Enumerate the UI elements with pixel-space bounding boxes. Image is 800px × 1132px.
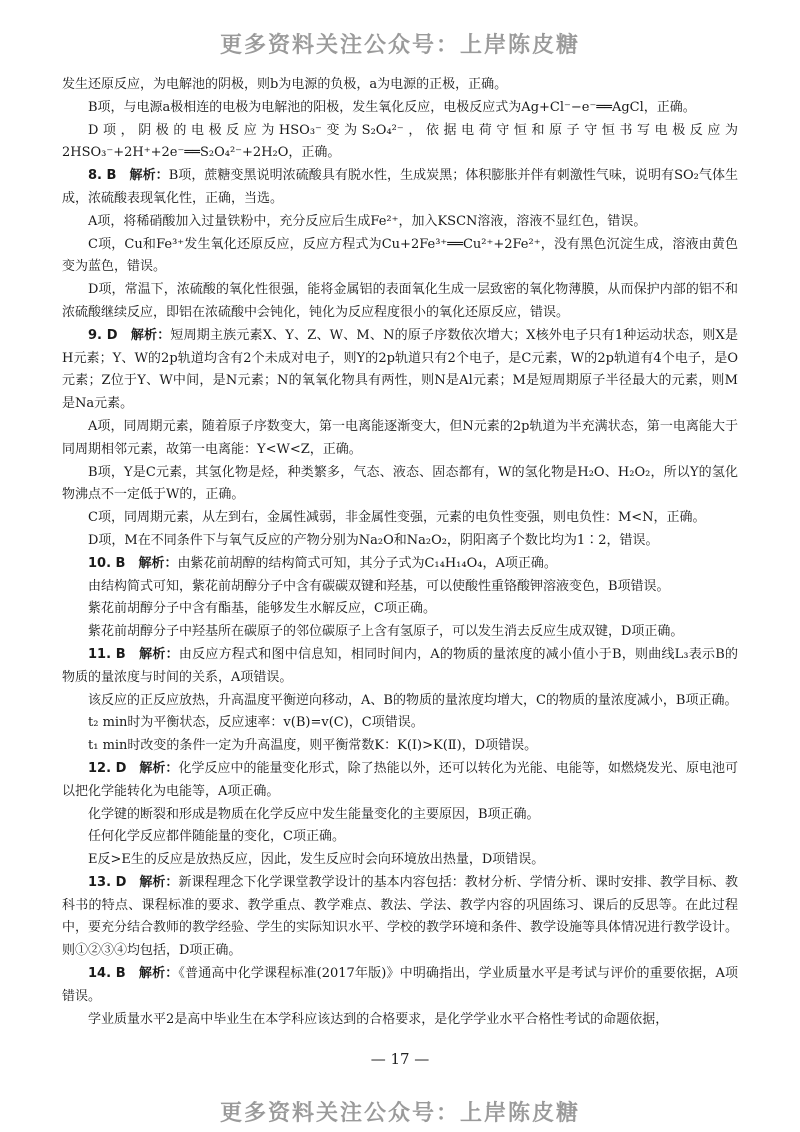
answer-paragraph	[62, 712, 738, 735]
paragraph-text: 由反应方程式和图中信息知，相同时间内，A的物质的量浓度的减小值小于B，则曲线L₃表示B的物质的量浓度与时间的关系，A项错误。	[62, 646, 739, 685]
answer-paragraph	[62, 507, 738, 530]
answer-paragraph	[62, 621, 738, 644]
paragraph-text: B项，Y是C元素，其氢化物是烃，种类繁多，气态、液态、固态都有，W的氢化物是H₂O、H₂O₂，所以Y的氢化物沸点不一定低于W的，正确。	[62, 464, 738, 503]
paragraph-text: 化学反应中的能量变化形式，除了热能以外，还可以转化为光能、电能等，如燃烧发光、原电池可以把化学能转化为电能等，A项正确。	[62, 760, 738, 799]
answer-paragraph	[62, 963, 738, 1009]
answer-text-body	[62, 74, 738, 1031]
answer-paragraph	[62, 758, 738, 804]
answer-paragraph	[62, 279, 738, 325]
paragraph-text: D项，常温下，浓硫酸的氧化性很强，能将金属铝的表面氧化生成一层致密的氧化物薄膜，从而保护内部的铝不和浓硫酸继续反应，即铝在浓硫酸中会钝化，钝化为反应程度很小的氧化还原反应，错误。	[62, 282, 738, 320]
answer-paragraph	[62, 1009, 738, 1032]
paragraph-text: A项，将稀硝酸加入过量铁粉中，充分反应后生成Fe²⁺，加入KSCN溶液，溶液不显红色，错误。	[88, 213, 647, 229]
paragraph-text: 新课程理念下化学课堂教学设计的基本内容包括：教材分析、学情分析、课时安排、教学目标、教科书的特点、课程标准的要求、教学重点、教学难点、教法、学法、教学内容的巩固练习、课后的反思等。在此过程中，要充分结合教师的教学经验、学生的实际知识水平、学校的教学环境和条件、教学设施等具体情况进行教学设计。则①②③④均包括，D项正确。	[62, 874, 739, 959]
answer-paragraph	[62, 872, 738, 963]
answer-label: 14. B 解析：	[88, 966, 179, 982]
answer-paragraph	[62, 211, 738, 234]
paragraph-text: t₁ min时改变的条件一定为升高温度，则平衡常数K：K(Ⅰ)>K(Ⅱ)，D项错误。	[88, 738, 538, 754]
watermark-bottom: 更多资料关注公众号：上岸陈皮糖	[219, 1101, 580, 1126]
answer-paragraph	[62, 165, 738, 211]
paragraph-text: 该反应的正反应放热，升高温度平衡逆向移动，A、B的物质的量浓度均增大，C的物质的量浓度减小，B项正确。	[88, 692, 738, 708]
answer-label: 10. B 解析：	[88, 555, 178, 571]
answer-paragraph	[62, 97, 738, 120]
watermark-top: 更多资料关注公众号：上岸陈皮糖	[219, 33, 580, 58]
answer-paragraph	[62, 576, 738, 599]
paragraph-text: 紫花前胡醇分子中含有酯基，能够发生水解反应，C项正确。	[88, 601, 436, 617]
paragraph-text: E反>E生的反应是放热反应，因此，发生反应时会向环境放出热量，D项错误。	[88, 852, 545, 868]
answer-label: 9. D 解析：	[88, 327, 171, 343]
paragraph-text: 任何化学反应都伴随能量的变化，C项正确。	[88, 829, 345, 845]
paragraph-text: C项，Cu和Fe³⁺发生氧化还原反应，反应方程式为Cu+2Fe³⁺══Cu²⁺+2Fe²⁺，没有黑色沉淀生成，溶液由黄色变为蓝色，错误。	[62, 236, 738, 275]
paragraph-text: 《普通高中化学课程标准(2017年版)》中明确指出，学业质量水平是考试与评价的重要依据，A项错误。	[62, 966, 738, 1004]
paragraph-text: 紫花前胡醇分子中羟基所在碳原子的邻位碳原子上含有氢原子，可以发生消去反应生成双键，D项正确。	[88, 624, 684, 640]
answer-paragraph	[62, 804, 738, 827]
answer-label: 12. D 解析：	[88, 760, 179, 776]
answer-paragraph	[62, 598, 738, 621]
answer-paragraph	[62, 735, 738, 758]
paragraph-text: B项，与电源a极相连的电极为电解池的阳极，发生氧化反应，电极反应式为Ag+Cl⁻−e⁻══AgCl，正确。	[88, 99, 696, 115]
answer-paragraph	[62, 74, 738, 97]
answer-paragraph	[62, 690, 738, 713]
paragraph-text: 短周期主族元素X、Y、Z、W、M、N的原子序数依次增大；X核外电子只有1种运动状态，则X是H元素；Y、W的2p轨道均含有2个未成对电子，则Y的2p轨道只有2个电子，是C元素，W的2p轨道有4个电子，是O元素；Z位于Y、W中间，是N元素；N的氧氧化物具有两性，则N是Al元素；M是短周期原子半径最大的元素，则M是Na元素。	[62, 327, 738, 412]
paragraph-text: t₂ min时为平衡状态，反应速率：v(B)=v(C)，C项错误。	[88, 715, 424, 731]
answer-label: 11. B 解析：	[88, 646, 179, 662]
paragraph-text: 由紫花前胡醇的结构简式可知，其分子式为C₁₄H₁₄O₄，A项正确。	[177, 555, 557, 571]
paragraph-text: C项，同周期元素，从左到右，金属性减弱，非金属性变强，元素的电负性变强，则电负性：M<N，正确。	[88, 510, 706, 526]
paragraph-text: D项，M在不同条件下与氧气反应的产物分别为Na₂O和Na₂O₂，阴阳离子个数比均为1∶2，错误。	[88, 532, 659, 548]
paragraph-text: 学业质量水平2是高中毕业生在本学科应该达到的合格要求，是化学学业水平合格性考试的命题依据，	[88, 1011, 669, 1027]
answer-paragraph	[62, 462, 738, 508]
answer-paragraph	[62, 120, 738, 166]
page-number: — 17 —	[370, 1050, 430, 1068]
answer-paragraph	[62, 644, 738, 690]
answer-label: 13. D 解析：	[88, 874, 179, 890]
answer-paragraph	[62, 826, 738, 849]
answer-paragraph	[62, 416, 738, 462]
paragraph-text: 由结构简式可知，紫花前胡醇分子中含有碳碳双键和羟基，可以使酸性重铬酸钾溶液变色，B项错误。	[88, 578, 670, 594]
answer-paragraph	[62, 325, 738, 416]
answer-label: 8. B 解析：	[88, 168, 169, 184]
answer-paragraph	[62, 530, 738, 553]
paragraph-text: D项，阴极的电极反应为HSO₃⁻变为S₂O₄²⁻，依据电荷守恒和原子守恒书写电极反应为2HSO₃⁻+2H⁺+2e⁻══S₂O₄²⁻+2H₂O，正确。	[62, 122, 738, 161]
answer-paragraph	[62, 234, 738, 280]
paragraph-text: 化学键的断裂和形成是物质在化学反应中发生能量变化的主要原因，B项正确。	[88, 806, 540, 822]
answer-paragraph	[62, 849, 738, 872]
answer-paragraph	[62, 553, 738, 576]
paragraph-text: B项，蔗糖变黑说明浓硫酸具有脱水性，生成炭黑；体积膨胀并伴有刺激性气味，说明有SO₂气体生成，浓硫酸表现氧化性，正确，当选。	[62, 168, 738, 206]
paragraph-text: A项，同周期元素，随着原子序数变大，第一电离能逐渐变大，但N元素的2p轨道为半充满状态，第一电离能大于同周期相邻元素，故第一电离能：Y<W<Z，正确。	[62, 418, 738, 457]
paragraph-text: 发生还原反应，为电解池的阴极，则b为电源的负极，a为电源的正极，正确。	[62, 77, 508, 92]
